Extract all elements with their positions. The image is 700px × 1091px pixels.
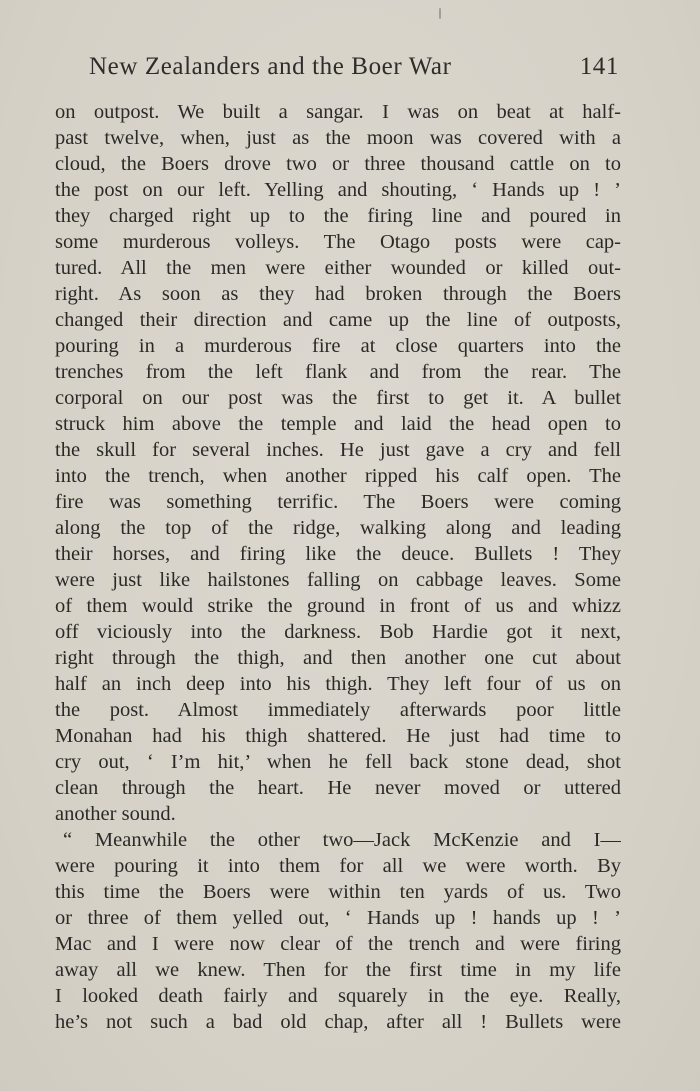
text-line: right through the thigh, and then another one cut about [55, 647, 621, 669]
paragraph-start-line: “ Meanwhile the other two—Jack McKenzie and I— [63, 829, 621, 851]
paragraph-end-line: another sound. [55, 803, 176, 825]
text-line: Mac and I were now clear of the trench and were firing [55, 933, 621, 955]
text-line: off viciously into the darkness. Bob Hardie got it next, [55, 621, 621, 643]
text-line: the post. Almost immediately afterwards poor little [55, 699, 621, 721]
text-line: I looked death fairly and squarely in the eye. Really, [55, 985, 621, 1007]
text-line: they charged right up to the firing line and poured in [55, 205, 621, 227]
text-line: the post on our left. Yelling and shouting, ‘ Hands up ! ’ [55, 179, 621, 201]
text-line: changed their direction and came up the line of outposts, [55, 309, 621, 331]
text-line: away all we knew. Then for the first time in my life [55, 959, 621, 981]
text-line: on outpost. We built a sangar. I was on beat at half- [55, 101, 621, 123]
text-line: pouring in a murderous fire at close quarters into the [55, 335, 621, 357]
text-line: some murderous volleys. The Otago posts were cap- [55, 231, 621, 253]
text-line: were pouring it into them for all we were worth. By [55, 855, 621, 877]
text-line: past twelve, when, just as the moon was covered with a [55, 127, 621, 149]
running-header [89, 53, 619, 87]
paper-speck [439, 8, 441, 19]
text-line: half an inch deep into his thigh. They left four of us on [55, 673, 621, 695]
text-line: corporal on our post was the first to get it. A bullet [55, 387, 621, 409]
text-line: right. As soon as they had broken through the Boers [55, 283, 621, 305]
body-text [55, 99, 621, 1035]
text-line: Monahan had his thigh shattered. He just had time to [55, 725, 621, 747]
page-number: 141 [579, 53, 619, 80]
text-line: struck him above the temple and laid the head open to [55, 413, 621, 435]
text-line: trenches from the left flank and from the rear. The [55, 361, 621, 383]
text-line: their horses, and firing like the deuce. Bullets ! They [55, 543, 621, 565]
text-line: into the trench, when another ripped his calf open. The [55, 465, 621, 487]
text-line: clean through the heart. He never moved or uttered [55, 777, 621, 799]
text-line: cry out, ‘ I’m hit,’ when he fell back stone dead, shot [55, 751, 621, 773]
text-line: he’s not such a bad old chap, after all ! Bullets were [55, 1011, 621, 1033]
text-line: or three of them yelled out, ‘ Hands up ! hands up ! ’ [55, 907, 621, 929]
text-line: along the top of the ridge, walking along and leading [55, 517, 621, 539]
text-line: the skull for several inches. He just gave a cry and fell [55, 439, 621, 461]
text-line: fire was something terrific. The Boers were coming [55, 491, 621, 513]
text-line: of them would strike the ground in front of us and whizz [55, 595, 621, 617]
text-line: tured. All the men were either wounded or killed out- [55, 257, 621, 279]
text-line: this time the Boers were within ten yards of us. Two [55, 881, 621, 903]
text-line: were just like hailstones falling on cabbage leaves. Some [55, 569, 621, 591]
running-title: New Zealanders and the Boer War [89, 53, 452, 80]
text-line: cloud, the Boers drove two or three thousand cattle on to [55, 153, 621, 175]
